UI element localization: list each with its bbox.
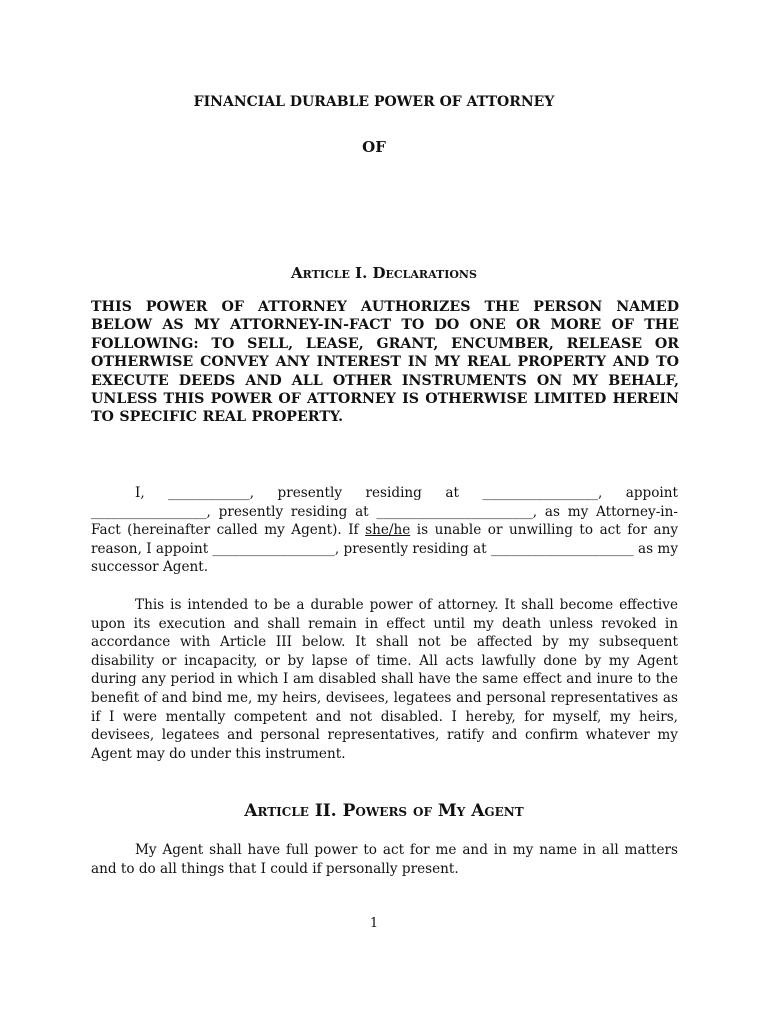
article-1-heading: Article I. Declarations: [291, 264, 477, 282]
declaration-caps-paragraph: THIS POWER OF ATTORNEY AUTHORIZES THE PERSON NAMED BELOW AS MY ATTORNEY-IN-FACT TO DO ONE OR MORE OF THE FOLLOWING: TO SELL, LEASE, GRANT, ENCUMBER, RELEASE OR OTHERWISE CONVEY ANY INTEREST IN MY REAL PROPERTY AND TO EXECUTE DEEDS AND ALL OTHER INSTRUMENTS ON MY BEHALF, UNLESS THIS POWER OF ATTORNEY IS OTHERWISE LIMITED HEREIN TO SPECIFIC REAL PROPERTY.: [91, 299, 679, 426]
powers-paragraph: My Agent shall have full power to act for me and in my name in all matters and to do all things that I could if personally present.: [91, 842, 678, 877]
appointment-paragraph: [91, 484, 678, 577]
article-2-heading: Article II. Powers of My Agent: [244, 801, 524, 821]
appointment-text-part1: I, ____________, presently residing at _________________, appoint _________________, presently residing at _______________________, as my Attorney-in-Fact (hereinafter called my Agent). If: [91, 485, 678, 539]
durable-paragraph: This is intended to be a durable power of attorney. It shall become effective upon its execution and shall remain in effect until my death unless revoked in accordance with Article III below. It shall not be affected by my subsequent disability or incapacity, or by lapse of time. All acts lawfully done by my Agent during any period in which I am disabled shall have the same effect and inure to the benefit of and bind me, my heirs, devisees, legatees and personal representatives as if I were mentally competent and not disabled. I hereby, for myself, my heirs, devisees, legatees and personal representatives, ratify and confirm whatever my Agent may do under this instrument.: [91, 597, 678, 762]
pronoun-underlined: she/he: [365, 522, 411, 539]
document-title: FINANCIAL DURABLE POWER OF ATTORNEY: [193, 94, 555, 110]
appointment-text-part2: is unable or unwilling to act for any reason, I appoint __________________, presently residing at _____________________ as my successor Agent.: [91, 522, 678, 576]
document-subtitle: OF: [362, 138, 386, 156]
page-number: 1: [369, 916, 379, 931]
